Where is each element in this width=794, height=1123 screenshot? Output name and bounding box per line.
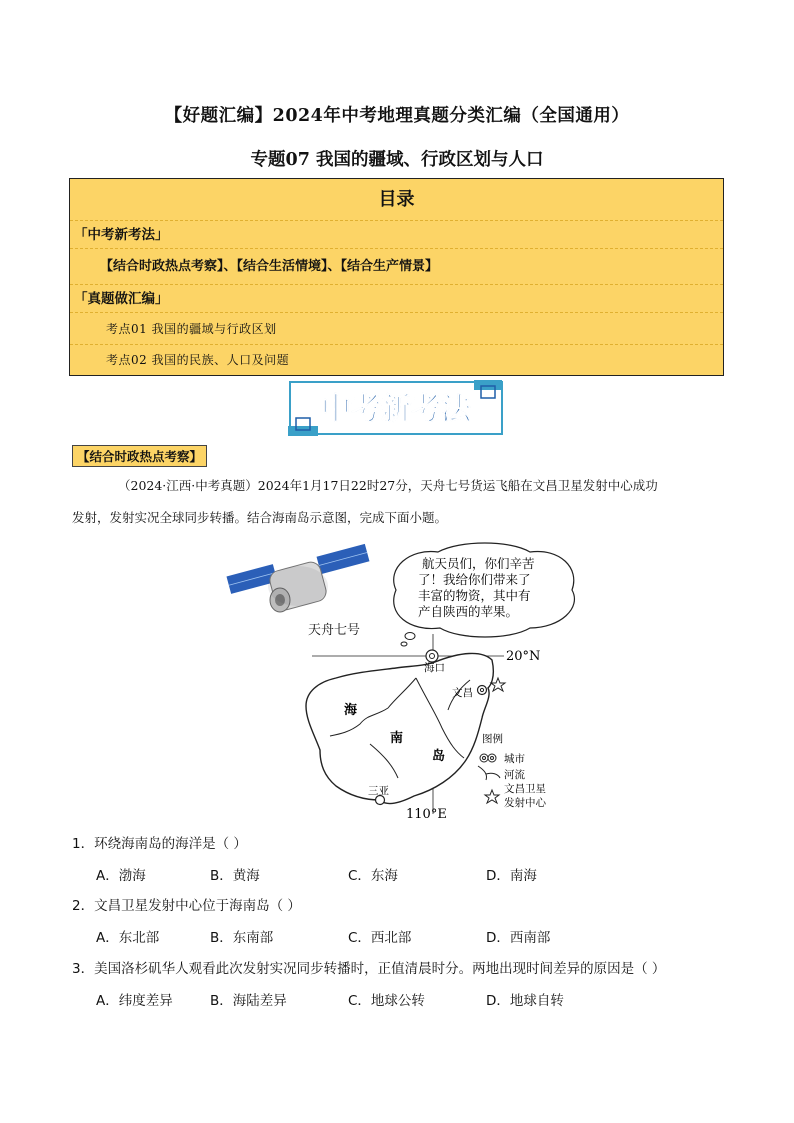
island-char-1: 海 (344, 703, 358, 718)
speech-bubble (394, 543, 575, 646)
legend-river: 河流 (504, 769, 525, 781)
lat-label: 20°N (506, 649, 541, 664)
q1-option-c[interactable]: C．东海 (348, 868, 398, 884)
q3-option-c[interactable]: C．地球公转 (348, 993, 425, 1009)
q2-option-b[interactable]: B．东南部 (210, 930, 274, 946)
legend-launch-1: 文昌卫星 (504, 783, 546, 795)
launch-center-star-icon (491, 678, 505, 691)
ship-label: 天舟七号 (308, 623, 361, 638)
spaceship-icon (226, 544, 369, 612)
toc-section-new-methods[interactable]: 「中考新考法」 (70, 221, 723, 249)
table-of-contents (69, 178, 724, 376)
topic-tag: 【结合时政热点考察】 (72, 445, 207, 467)
intro-line-2: 发射，发射实况全球同步转播。结合海南岛示意图，完成下面小题。 (72, 510, 448, 525)
wenchang-marker (478, 686, 487, 695)
q2-option-a[interactable]: A．东北部 (96, 930, 160, 946)
haikou-marker (426, 650, 438, 662)
intro-line-1: （2024·江西·中考真题）2024年1月17日22时27分，天舟七号货运飞船在文昌卫星发射中心成功 (118, 478, 658, 493)
haikou-label: 海口 (424, 662, 445, 674)
lon-label: 110°E (406, 807, 447, 822)
q1-option-d[interactable]: D．南海 (486, 868, 537, 884)
q3-option-a[interactable]: A．纬度差异 (96, 993, 173, 1009)
legend-city: 城市 (504, 753, 525, 765)
q1-option-a[interactable]: A．渤海 (96, 868, 146, 884)
toc-section-real-questions[interactable]: 「真题做汇编」 (70, 285, 723, 313)
question-1: 1．环绕海南岛的海洋是（ ） (72, 836, 247, 852)
island-char-3: 岛 (432, 749, 446, 764)
bubble-line-2: 了！我给你们带来了 (418, 572, 531, 587)
q3-option-b[interactable]: B．海陆差异 (210, 993, 287, 1009)
bubble-line-4: 产自陕西的苹果。 (418, 604, 519, 619)
question-2: 2．文昌卫星发射中心位于海南岛（ ） (72, 898, 301, 914)
hainan-figure (220, 538, 590, 828)
toc-heading: 目录 (70, 179, 723, 221)
q2-option-d[interactable]: D．西南部 (486, 930, 551, 946)
question-3: 3．美国洛杉矶华人观看此次发射实况同步转播时，正值清晨时分。两地出现时间差异的原因是（ ） (72, 961, 666, 977)
legend-launch-2: 发射中心 (504, 797, 546, 809)
bubble-line-1: 航天员们，你们辛苦 (422, 556, 535, 571)
document-title: 【好题汇编】2024年中考地理真题分类汇编（全国通用） (164, 106, 630, 126)
q2-option-c[interactable]: C．西北部 (348, 930, 412, 946)
section-banner (288, 378, 504, 438)
q3-option-d[interactable]: D．地球自转 (486, 993, 564, 1009)
toc-point-1[interactable]: 考点01 我国的疆域与行政区划 (70, 313, 723, 345)
toc-new-methods-items[interactable]: 【结合时政热点考察】、【结合生活情境】、【结合生产情景】 (70, 249, 723, 285)
map-legend (478, 732, 546, 809)
toc-point-2[interactable]: 考点02 我国的民族、人口及问题 (106, 353, 290, 367)
bubble-line-3: 丰富的物资，其中有 (418, 588, 531, 603)
island-outline (306, 653, 493, 803)
sanya-label: 三亚 (368, 785, 389, 797)
banner-text: 中考新考法 (321, 392, 471, 427)
legend-title: 图例 (482, 733, 503, 745)
document-subtitle: 专题07 我国的疆域、行政区划与人口 (250, 150, 544, 170)
wenchang-label: 文昌 (452, 687, 473, 699)
island-char-2: 南 (390, 731, 404, 746)
q1-option-b[interactable]: B．黄海 (210, 868, 260, 884)
